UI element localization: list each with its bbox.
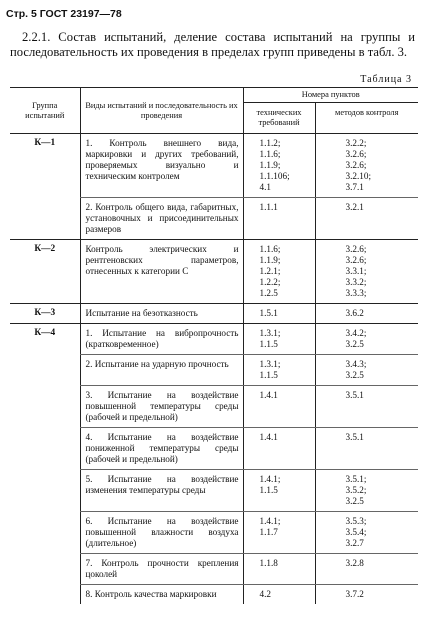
method-numbers-cell: 3.4.2; 3.2.5	[315, 324, 418, 355]
requirement-numbers-cell: 1.4.1; 1.1.7	[243, 512, 315, 554]
table-row	[10, 386, 418, 428]
page-header: Стр. 5 ГОСТ 23197—78	[6, 8, 122, 20]
tests-table	[10, 87, 418, 604]
test-kind-cell: Контроль электрических и рентгеновских параметров, отнесенных к категории С	[80, 240, 243, 304]
method-numbers-cell: 3.7.2	[315, 585, 418, 605]
col-header-group: Группа испытаний	[10, 88, 80, 134]
group-cell	[10, 470, 80, 512]
requirement-numbers-cell: 1.5.1	[243, 304, 315, 324]
method-numbers-cell: 3.5.1	[315, 386, 418, 428]
group-cell: К—2	[10, 240, 80, 304]
table-row	[10, 554, 418, 585]
test-kind-cell: 8. Контроль качества маркировки	[80, 585, 243, 605]
test-kind-cell: 1. Контроль внешнего вида, маркировки и других требований, проверяемых визуально и техническим контролем	[80, 134, 243, 198]
method-numbers-cell: 3.5.1; 3.5.2; 3.2.5	[315, 470, 418, 512]
col-header-requirements: технических требований	[243, 103, 315, 134]
col-header-methods: методов контроля	[315, 103, 418, 134]
test-kind-cell: 2. Контроль общего вида, габаритных, установочных и присоединительных размеров	[80, 198, 243, 240]
test-kind-cell: 2. Испытание на ударную прочность	[80, 355, 243, 386]
requirement-numbers-cell: 1.3.1; 1.1.5	[243, 324, 315, 355]
method-numbers-cell: 3.4.3; 3.2.5	[315, 355, 418, 386]
method-numbers-cell: 3.2.8	[315, 554, 418, 585]
method-numbers-cell: 3.2.6; 3.2.6; 3.3.1; 3.3.2; 3.3.3;	[315, 240, 418, 304]
group-cell	[10, 355, 80, 386]
table-row	[10, 428, 418, 470]
method-numbers-cell: 3.2.2; 3.2.6; 3.2.6; 3.2.10; 3.7.1	[315, 134, 418, 198]
table-row	[10, 324, 418, 355]
group-cell	[10, 554, 80, 585]
group-cell	[10, 386, 80, 428]
requirement-numbers-cell: 4.2	[243, 585, 315, 605]
table-row	[10, 470, 418, 512]
test-kind-cell: 7. Контроль прочности крепления цоколей	[80, 554, 243, 585]
test-kind-cell: 4. Испытание на воздействие пониженной температуры среды (рабочей и предельной)	[80, 428, 243, 470]
test-kind-cell: 6. Испытание на воздействие повышенной влажности воздуха (длительное)	[80, 512, 243, 554]
table-row	[10, 134, 418, 198]
table-row	[10, 198, 418, 240]
method-numbers-cell: 3.2.1	[315, 198, 418, 240]
group-cell: К—1	[34, 138, 56, 148]
table-row	[10, 304, 418, 324]
table-body	[10, 134, 418, 605]
requirement-numbers-cell: 1.3.1; 1.1.5	[243, 355, 315, 386]
requirement-numbers-cell: 1.4.1; 1.1.5	[243, 470, 315, 512]
method-numbers-cell: 3.5.3; 3.5.4; 3.2.7	[315, 512, 418, 554]
group-cell: К—4	[34, 328, 56, 338]
requirement-numbers-cell: 1.1.6; 1.1.9; 1.2.1; 1.2.2; 1.2.5	[243, 240, 315, 304]
table-row	[10, 240, 418, 304]
group-cell	[10, 198, 80, 240]
col-header-kinds: Виды испытаний и последовательность их проведения	[80, 88, 243, 134]
test-kind-cell: 1. Испытание на вибропрочность (кратковременное)	[80, 324, 243, 355]
method-numbers-cell: 3.6.2	[315, 304, 418, 324]
requirement-numbers-cell: 1.1.2; 1.1.6; 1.1.9; 1.1.106; 4.1	[243, 134, 315, 198]
group-cell	[10, 512, 80, 554]
table-caption: Таблица 3	[360, 74, 412, 85]
requirement-numbers-cell: 1.1.8	[243, 554, 315, 585]
requirement-numbers-cell: 1.4.1	[243, 428, 315, 470]
requirement-numbers-cell: 1.1.1	[243, 198, 315, 240]
intro-paragraph: 2.2.1. Состав испытаний, деление состава испытаний на группы и последовательность их проведения в пределах групп приведены в табл. 3.	[10, 30, 415, 59]
table-row	[10, 355, 418, 386]
method-numbers-cell: 3.5.1	[315, 428, 418, 470]
group-cell	[10, 428, 80, 470]
group-cell: К—3	[10, 304, 80, 324]
test-kind-cell: 5. Испытание на воздействие изменения температуры среды	[80, 470, 243, 512]
col-header-numbers: Номера пунктов	[243, 88, 418, 103]
requirement-numbers-cell: 1.4.1	[243, 386, 315, 428]
table-row	[10, 585, 418, 605]
test-kind-cell: Испытание на безотказность	[80, 304, 243, 324]
table-row	[10, 512, 418, 554]
group-cell	[10, 585, 80, 605]
test-kind-cell: 3. Испытание на воздействие повышенной температуры среды (рабочей и предельной)	[80, 386, 243, 428]
